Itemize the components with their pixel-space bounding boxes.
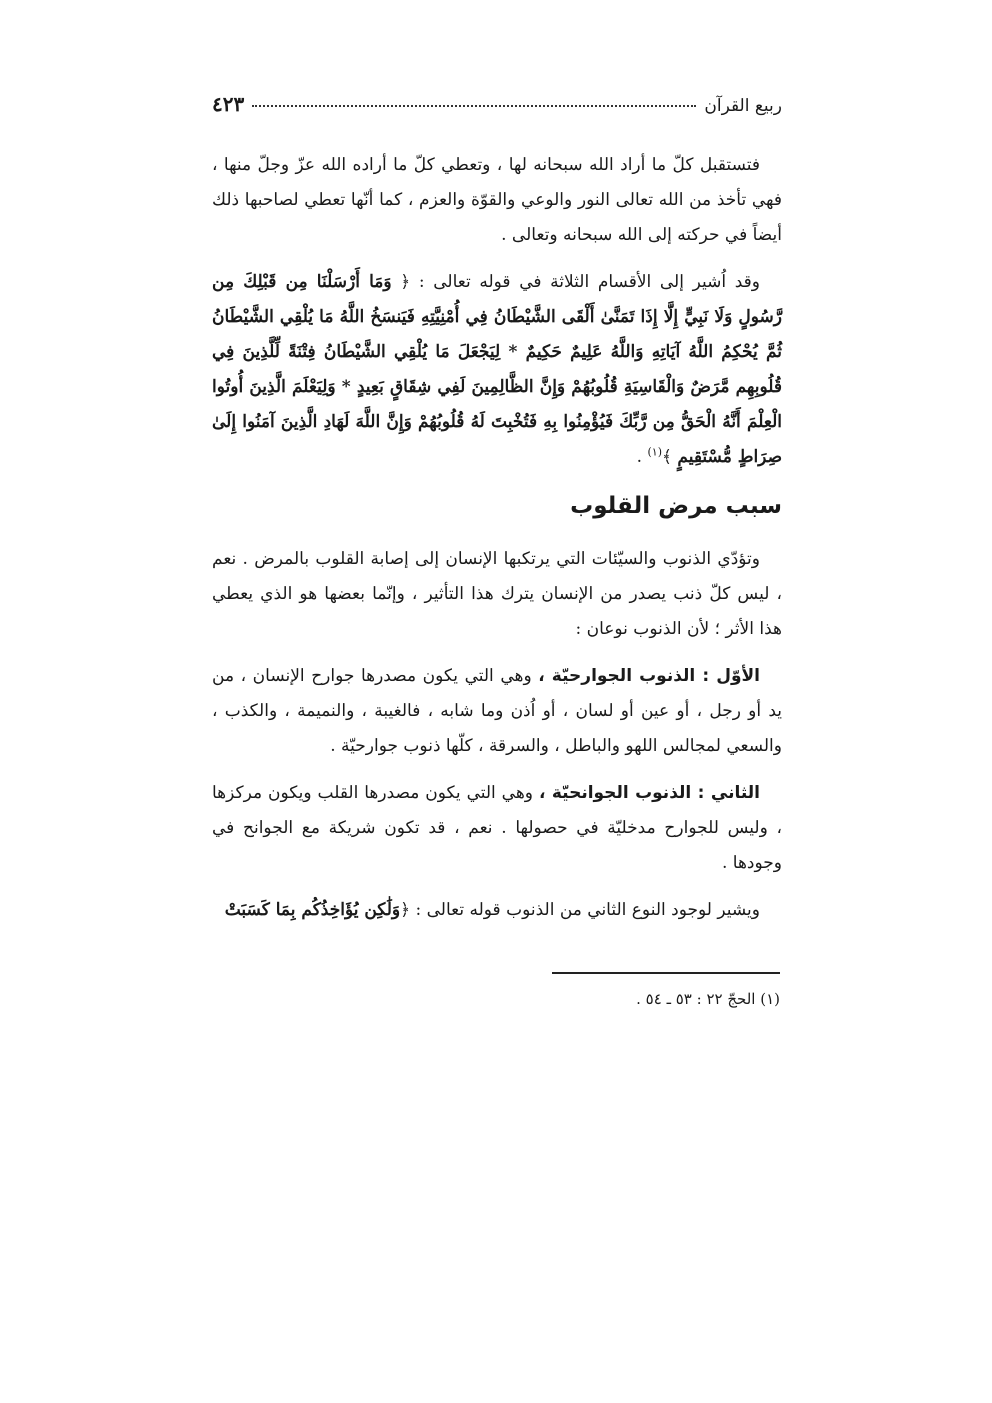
term-second: الثاني : الذنوب الجوانحيّة ، xyxy=(538,783,760,803)
page-body xyxy=(212,148,782,940)
section-heading: سبب مرض القلوب xyxy=(570,493,782,519)
quote-intro: وقد اُشير إلى الأقسام الثلاثة في قوله تعالى : xyxy=(418,272,760,292)
paragraph-6 xyxy=(212,893,782,928)
quote-intro-2: ويشير لوجود النوع الثاني من الذنوب قوله تعالى : xyxy=(415,900,760,920)
term-first-text: وهي التي يكون مصدرها جوارح الإنسان ، من يد أو رجل ، أو عين أو لسان ، أو اُذن وما شابه ، فالغيبة ، والنميمة ، والكذب ، والسعي لمجالس اللهو والباطل ، والسرقة ، كلّها ذنوب جوارحيّة . xyxy=(212,666,782,756)
footnote: (١) الحجّ ٢٢ : ٥٣ ـ ٥٤ . xyxy=(636,990,780,1008)
term-first: الأوّل : الذنوب الجوارحيّة ، xyxy=(538,666,760,686)
page-header xyxy=(212,92,782,124)
paragraph-4 xyxy=(212,659,782,764)
paragraph-2 xyxy=(212,265,782,475)
dotted-leader xyxy=(252,105,696,107)
paragraph-5 xyxy=(212,776,782,881)
paragraph-3: وتؤدّي الذنوب والسيّئات التي يرتكبها الإنسان إلى إصابة القلوب بالمرض . نعم ، ليس كلّ ذنب يصدر من الإنسان يترك هذا التأثير ، وإنّما بعضها هو الذي يعطي هذا الأثر ؛ لأن الذنوب نوعان : xyxy=(212,549,782,639)
running-title: ربيع القرآن xyxy=(704,96,782,116)
footnote-reference: (١) xyxy=(647,445,662,459)
term-second-text: وهي التي يكون مصدرها القلب ويكون مركزها ، وليس للجوارح مدخليّة في حصولها . نعم ، قد تكون شريكة مع الجوانح في وجودها . xyxy=(212,783,782,873)
quran-open-bracket: ﴿ xyxy=(400,272,419,292)
quran-open-bracket-2: ﴿ xyxy=(400,900,416,920)
quran-close-bracket: ﴾ xyxy=(662,447,678,467)
sentence-end: . xyxy=(636,447,648,467)
paragraph-1: فتستقبل كلّ ما أراد الله سبحانه لها ، وتعطي كلّ ما أراده الله عزّ وجلّ منها ، فهي تأخذ من الله تعالى النور والوعي والقوّة والعزم ، كما أنّها تعطي لصاحبها ذلك أيضاً في حركته إلى الله سبحانه وتعالى . xyxy=(212,155,782,245)
page-number: ٤٢٣ xyxy=(212,92,245,116)
quran-verse: وَمَا أَرْسَلْنَا مِن قَبْلِكَ مِن رَّسُولٍ وَلَا نَبِيٍّ إِلَّا إِذَا تَمَنَّىٰ أَلْقَى الشَّيْطَانُ فِي أُمْنِيَّتِهِ فَيَنسَخُ اللَّهُ مَا يُلْقِي الشَّيْطَانُ ثُمَّ يُحْكِمُ اللَّهُ آيَاتِهِ وَاللَّهُ عَلِيمٌ حَكِيمٌ * لِيَجْعَلَ مَا يُلْقِي الشَّيْطَانُ فِتْنَةً لِّلَّذِينَ فِي قُلُوبِهِم مَّرَضٌ وَالْقَاسِيَةِ قُلُوبُهُمْ وَإِنَّ الظَّالِمِينَ لَفِي شِقَاقٍ بَعِيدٍ * وَلِيَعْلَمَ الَّذِينَ أُوتُوا الْعِلْمَ أَنَّهُ الْحَقُّ مِن رَّبِّكَ فَيُؤْمِنُوا بِهِ فَتُخْبِتَ لَهُ قُلُوبُهُمْ وَإِنَّ اللَّهَ لَهَادِ الَّذِينَ آمَنُوا إِلَىٰ صِرَاطٍ مُّسْتَقِيمٍ xyxy=(212,272,782,467)
footnote-divider xyxy=(552,972,780,974)
quran-verse-2: وَلَٰكِن يُؤَاخِذُكُم بِمَا كَسَبَتْ xyxy=(224,900,401,920)
